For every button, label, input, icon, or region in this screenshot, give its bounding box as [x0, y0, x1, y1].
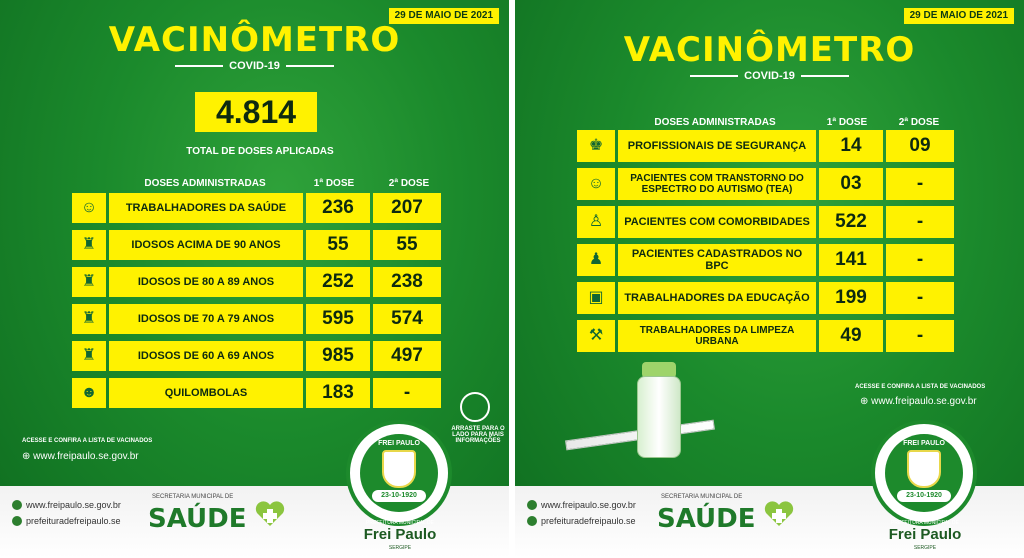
dose2-value: -: [886, 206, 954, 238]
dose2-value: -: [886, 282, 954, 314]
header-group: DOSES ADMINISTRADAS: [654, 117, 776, 128]
dose2-value: -: [886, 244, 954, 276]
swipe-hint: ARRASTE PARA O LADO PARA MAIS INFORMAÇÕES: [451, 426, 505, 444]
seal-state: SERGIPE: [388, 545, 412, 551]
instagram-icon: [527, 516, 537, 526]
shield-icon: [382, 450, 416, 488]
sweeper-icon: ⚒: [577, 320, 615, 352]
globe-icon: [12, 500, 22, 510]
seal-state: SERGIPE: [913, 545, 937, 551]
table-row: [577, 130, 957, 162]
seal-date: 23-10-1920: [897, 490, 951, 502]
secretaria-label: SECRETARIA MUNICIPAL DE: [152, 494, 234, 500]
seal-prefeitura: PREFEITURA MUNICIPAL DE: [366, 520, 434, 526]
saude-logo-text: SAÚDE: [148, 504, 247, 534]
seal-city-name: Frei Paulo: [363, 526, 437, 543]
table-row: [577, 320, 957, 352]
row-label: PACIENTES CADASTRADOS NO BPC: [618, 244, 816, 276]
access-site[interactable]: ⊕ www.freipaulo.se.gov.br: [22, 451, 139, 462]
dose2-value: -: [373, 378, 441, 408]
dose1-value: 199: [819, 282, 883, 314]
date-badge: 29 DE MAIO DE 2021: [904, 8, 1014, 24]
row-label: IDOSOS DE 60 A 69 ANOS: [109, 341, 303, 371]
footer-instagram[interactable]: prefeituradefreipaulo.se: [12, 516, 121, 526]
page-title: VACINÔMETRO: [108, 20, 401, 60]
header-dose2: 2ª DOSE: [898, 117, 940, 128]
row-label: QUILOMBOLAS: [109, 378, 303, 408]
city-seal: [346, 420, 452, 526]
table-row: [72, 378, 444, 408]
dose1-value: 49: [819, 320, 883, 352]
globe-icon: ⊕: [22, 451, 34, 462]
total-doses-label: TOTAL DE DOSES APLICADAS: [186, 146, 334, 157]
table-row: [72, 267, 444, 297]
elderly-icon: ♜: [72, 230, 106, 260]
dose2-value: 497: [373, 341, 441, 371]
row-label: TRABALHADORES DA LIMPEZA URBANA: [618, 320, 816, 352]
swipe-hand-icon: [460, 392, 490, 422]
elderly-icon: ♜: [72, 267, 106, 297]
saude-logo-text: SAÚDE: [657, 504, 756, 534]
dose1-value: 252: [306, 267, 370, 297]
dose1-value: 522: [819, 206, 883, 238]
shield-icon: [907, 450, 941, 488]
dose1-value: 03: [819, 168, 883, 200]
row-label: IDOSOS ACIMA DE 90 ANOS: [109, 230, 303, 260]
dose2-value: -: [886, 168, 954, 200]
subtitle: [0, 60, 509, 72]
dose1-value: 14: [819, 130, 883, 162]
masked-person-icon: ☻: [72, 378, 106, 408]
seal-top-text: FREI PAULO: [378, 440, 420, 447]
dose2-value: 55: [373, 230, 441, 260]
globe-icon: [527, 500, 537, 510]
table-row: [72, 193, 444, 223]
dose1-value: 985: [306, 341, 370, 371]
dose2-value: 09: [886, 130, 954, 162]
footer-site[interactable]: www.freipaulo.se.gov.br: [527, 500, 636, 510]
seal-city-name: Frei Paulo: [888, 526, 962, 543]
header-dose1: 1ª DOSE: [826, 117, 868, 128]
seal-date: 23-10-1920: [372, 490, 426, 502]
dose2-value: -: [886, 320, 954, 352]
elderly-icon: ♜: [72, 304, 106, 334]
date-badge: 29 DE MAIO DE 2021: [389, 8, 499, 24]
access-note: ACESSE E CONFIRA A LISTA DE VACINADOS: [22, 438, 153, 444]
row-label: IDOSOS DE 80 A 89 ANOS: [109, 267, 303, 297]
police-icon: ♚: [577, 130, 615, 162]
dose2-value: 207: [373, 193, 441, 223]
row-label: TRABALHADORES DA EDUCAÇÃO: [618, 282, 816, 314]
heart-cross-icon: [763, 500, 795, 528]
table-row: [577, 282, 957, 314]
seal-prefeitura: PREFEITURA MUNICIPAL DE: [891, 520, 959, 526]
row-label: PACIENTES COM COMORBIDADES: [618, 206, 816, 238]
row-label: IDOSOS DE 70 A 79 ANOS: [109, 304, 303, 334]
table-row: [72, 341, 444, 371]
table-row: [72, 230, 444, 260]
row-label: PACIENTES COM TRANSTORNO DO ESPECTRO DO AUTISMO (TEA): [618, 168, 816, 200]
header-dose1: 1ª DOSE: [313, 178, 355, 189]
dose1-value: 595: [306, 304, 370, 334]
dose1-value: 141: [819, 244, 883, 276]
walking-aid-icon: ♟: [577, 244, 615, 276]
table-row: [72, 304, 444, 334]
globe-icon: ⊕: [860, 396, 872, 407]
left-panel: [0, 0, 509, 558]
page-title: VACINÔMETRO: [623, 30, 916, 70]
footer-site[interactable]: www.freipaulo.se.gov.br: [12, 500, 121, 510]
secretaria-label: SECRETARIA MUNICIPAL DE: [661, 494, 743, 500]
dose2-value: 238: [373, 267, 441, 297]
dose2-value: 574: [373, 304, 441, 334]
subtitle-text: COVID-19: [744, 70, 795, 82]
table-row: [577, 206, 957, 238]
right-panel: [515, 0, 1024, 558]
teacher-icon: ▣: [577, 282, 615, 314]
seal-top-text: FREI PAULO: [903, 440, 945, 447]
city-seal: [871, 420, 977, 526]
instagram-icon: [12, 516, 22, 526]
person-icon: ☺: [577, 168, 615, 200]
person-plus-icon: ♙: [577, 206, 615, 238]
header-dose2: 2ª DOSE: [388, 178, 430, 189]
heart-cross-icon: [254, 500, 286, 528]
table-row: [577, 168, 957, 200]
total-doses-value: 4.814: [195, 92, 317, 132]
dose1-value: 183: [306, 378, 370, 408]
vaccine-vial-icon: [637, 376, 681, 458]
dose1-value: 55: [306, 230, 370, 260]
subtitle-text: COVID-19: [229, 60, 280, 72]
table-row: [577, 244, 957, 276]
footer-instagram[interactable]: prefeituradefreipaulo.se: [527, 516, 636, 526]
row-label: PROFISSIONAIS DE SEGURANÇA: [618, 130, 816, 162]
health-worker-icon: ☺: [72, 193, 106, 223]
access-site[interactable]: ⊕ www.freipaulo.se.gov.br: [860, 396, 977, 407]
access-note: ACESSE E CONFIRA A LISTA DE VACINADOS: [855, 384, 986, 390]
header-group: DOSES ADMINISTRADAS: [144, 178, 266, 189]
dose1-value: 236: [306, 193, 370, 223]
row-label: TRABALHADORES DA SAÚDE: [109, 193, 303, 223]
elderly-icon: ♜: [72, 341, 106, 371]
subtitle: [515, 70, 1024, 82]
